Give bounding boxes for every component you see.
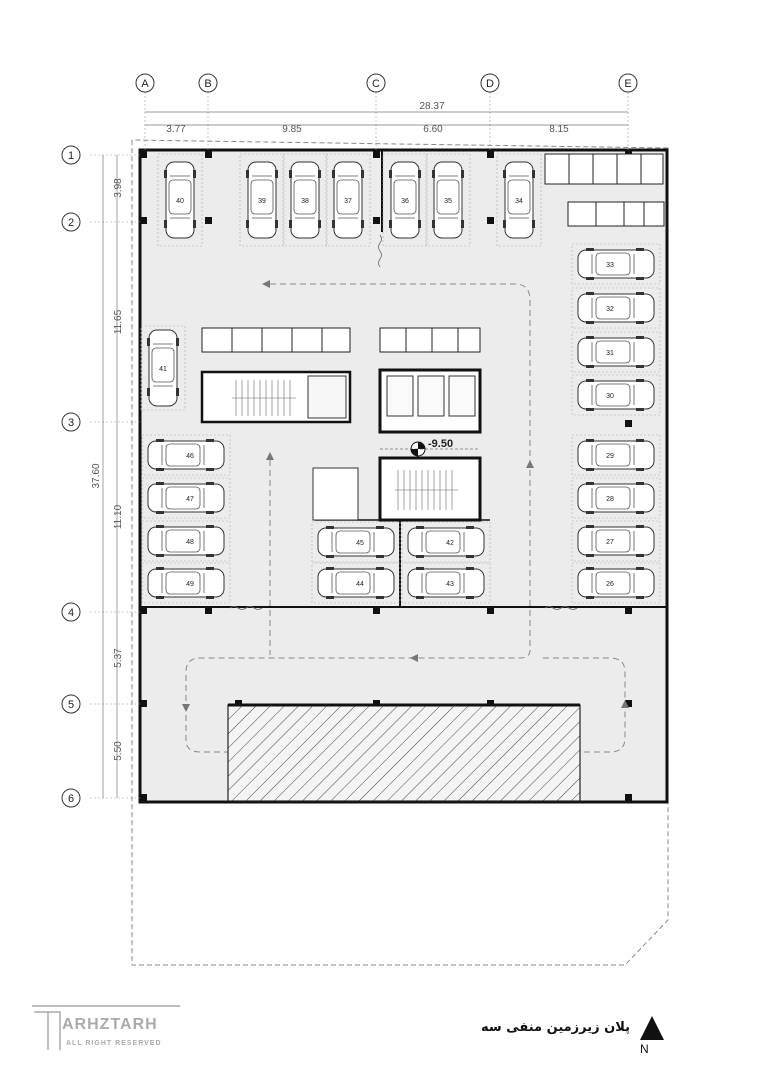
dim-1-2: 3.98 xyxy=(113,178,124,198)
parking-spot-number: 48 xyxy=(186,539,194,546)
parking-spot xyxy=(572,288,660,328)
parking-spot-number: 47 xyxy=(186,496,194,503)
dim-2-3: 11.65 xyxy=(113,309,124,335)
axis-label-d: D xyxy=(486,78,494,90)
parking-spot-number: 35 xyxy=(444,198,452,205)
parking-spot xyxy=(572,563,660,603)
parking-spot-number: 27 xyxy=(606,539,614,546)
storage-rooms-center xyxy=(380,328,480,352)
parking-spot xyxy=(572,375,660,415)
axis-label-b: B xyxy=(204,78,212,90)
dim-a-b: 3.77 xyxy=(166,124,186,135)
axis-label-e: E xyxy=(624,78,632,90)
parking-spot-number: 33 xyxy=(606,262,614,269)
parking-spot-number: 26 xyxy=(606,581,614,588)
column-axes xyxy=(136,74,637,92)
parking-spot-number: 40 xyxy=(176,198,184,205)
parking-spot-number: 31 xyxy=(606,350,614,357)
parking-spot-number: 49 xyxy=(186,581,194,588)
parking-spot-number: 43 xyxy=(446,581,454,588)
parking-spot xyxy=(572,478,660,518)
row-axes xyxy=(62,146,80,807)
parking-spot xyxy=(402,522,490,562)
parking-spot-number: 41 xyxy=(159,366,167,373)
parking-spot xyxy=(572,244,660,284)
axis-label-5: 5 xyxy=(67,699,75,711)
parking-spot xyxy=(572,521,660,561)
axis-label-1: 1 xyxy=(67,150,75,162)
parking-spot-number: 45 xyxy=(356,540,364,547)
dim-b-c: 9.85 xyxy=(282,124,302,135)
parking-spot-number: 38 xyxy=(301,198,309,205)
logo-text: ARHZTARH xyxy=(62,1016,158,1033)
parking-spot xyxy=(142,563,230,603)
parking-spot-number: 37 xyxy=(344,198,352,205)
dim-d-e: 8.15 xyxy=(549,124,569,135)
parking-spot xyxy=(572,332,660,372)
axis-label-a: A xyxy=(141,78,149,90)
dim-4-5: 5.37 xyxy=(113,648,124,668)
axis-label-2: 2 xyxy=(67,217,75,229)
axis-label-6: 6 xyxy=(67,793,75,805)
dimension-left xyxy=(103,155,117,798)
parking-spot xyxy=(572,435,660,475)
axis-label-3: 3 xyxy=(67,417,75,429)
parking-spot-number: 42 xyxy=(446,540,454,547)
parking-spot xyxy=(312,563,400,603)
parking-spot xyxy=(402,563,490,603)
parking-spot-number: 34 xyxy=(515,198,523,205)
axis-label-c: C xyxy=(372,78,380,90)
dim-5-6: 5.50 xyxy=(113,741,124,761)
dim-c-d: 6.60 xyxy=(423,124,443,135)
north-arrow-icon xyxy=(640,1016,664,1040)
parking-spot-number: 30 xyxy=(606,393,614,400)
parking-spot xyxy=(142,478,230,518)
storage-rooms-west xyxy=(202,328,350,352)
dim-total-width: 28.37 xyxy=(419,101,445,112)
west-stair-core xyxy=(202,372,350,422)
parking-spot-number: 39 xyxy=(258,198,266,205)
parking-spot-number: 29 xyxy=(606,453,614,460)
parking-spot xyxy=(142,435,230,475)
parking-spot-number: 46 xyxy=(186,453,194,460)
axis-label-4: 4 xyxy=(67,607,75,619)
parking-spot-number: 28 xyxy=(606,496,614,503)
parking-spot xyxy=(142,521,230,561)
parking-spot-number: 36 xyxy=(401,198,409,205)
ramp xyxy=(228,705,580,801)
dim-total-height: 37.60 xyxy=(91,463,102,489)
parking-spot xyxy=(312,522,400,562)
plan-title: پلان زیرزمین منفی سه xyxy=(481,1020,630,1035)
level-label: -9.50 xyxy=(428,438,454,450)
north-label: N xyxy=(640,1042,649,1056)
parking-spot-number: 32 xyxy=(606,306,614,313)
logo-subtext: ALL RIGHT RESERVED xyxy=(66,1040,162,1047)
parking-spot-number: 44 xyxy=(356,581,364,588)
dim-3-4: 11.10 xyxy=(113,504,124,530)
